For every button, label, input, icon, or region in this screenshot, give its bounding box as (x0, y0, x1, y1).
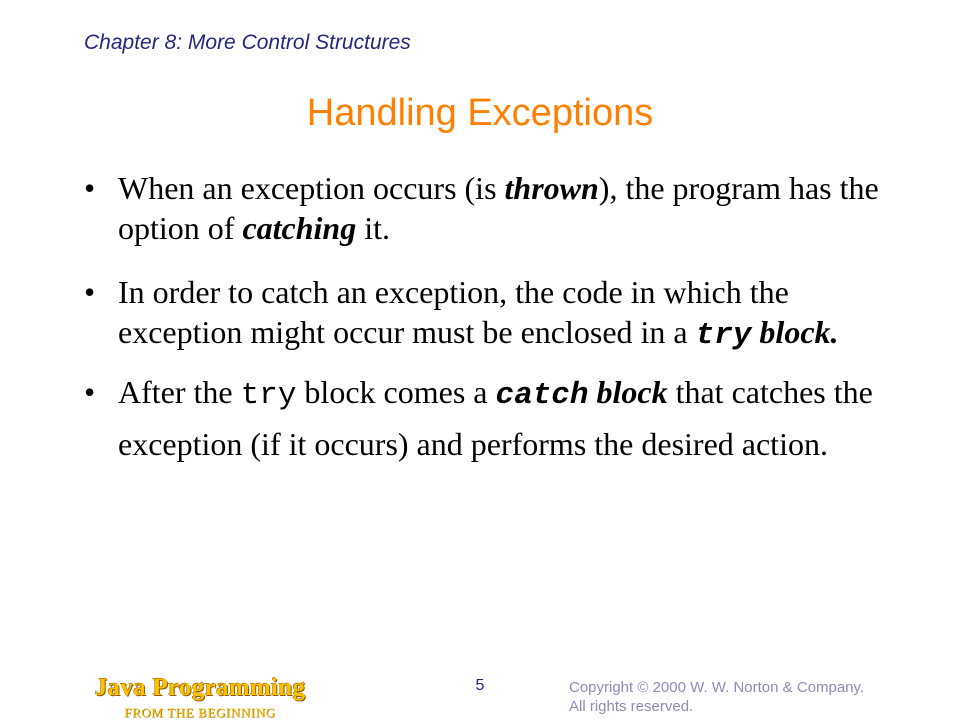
copyright-line: Copyright © 2000 W. W. Norton & Company. (569, 679, 865, 696)
bullet-item (84, 272, 884, 356)
bullet-text: it. (356, 210, 390, 246)
logo-subtitle: FROM THE BEGINNING (124, 705, 276, 720)
bullet-dot: • (84, 374, 96, 410)
java-programming-logo (80, 674, 320, 720)
bullet-item (84, 368, 884, 468)
bullet-text: . (830, 314, 839, 350)
emphasis-catching: catching (242, 210, 357, 246)
bullet-item (84, 168, 884, 248)
bullet-text: that catches the exception (if it occurs) and performs the desired action. (118, 374, 873, 462)
bullet-text: block comes a (296, 374, 496, 410)
code-catch: catch (495, 378, 589, 413)
code-try: try (240, 378, 297, 413)
copyright-line: All rights reserved. (569, 698, 694, 715)
bullet-text: In order to catch an exception, the code in which the exception might occur must be enclosed in a (118, 274, 789, 350)
bullet-text: When an exception occurs (is (118, 170, 505, 206)
bullet-text: ), the program has the option of (118, 170, 879, 246)
page-number: 5 (475, 677, 485, 694)
emphasis-block: block (751, 314, 831, 350)
bullet-text: After the (118, 374, 241, 410)
slide-title: Handling Exceptions (306, 92, 654, 134)
copyright-notice (569, 678, 864, 716)
bullet-list (84, 168, 884, 468)
emphasis-block: block (588, 374, 668, 410)
emphasis-thrown: thrown (504, 170, 599, 206)
chapter-heading: Chapter 8: More Control Structures (84, 31, 411, 54)
bullet-dot: • (84, 170, 96, 206)
bullet-dot: • (84, 274, 96, 310)
code-try: try (695, 318, 752, 353)
logo-title: Java Programming (94, 674, 306, 701)
